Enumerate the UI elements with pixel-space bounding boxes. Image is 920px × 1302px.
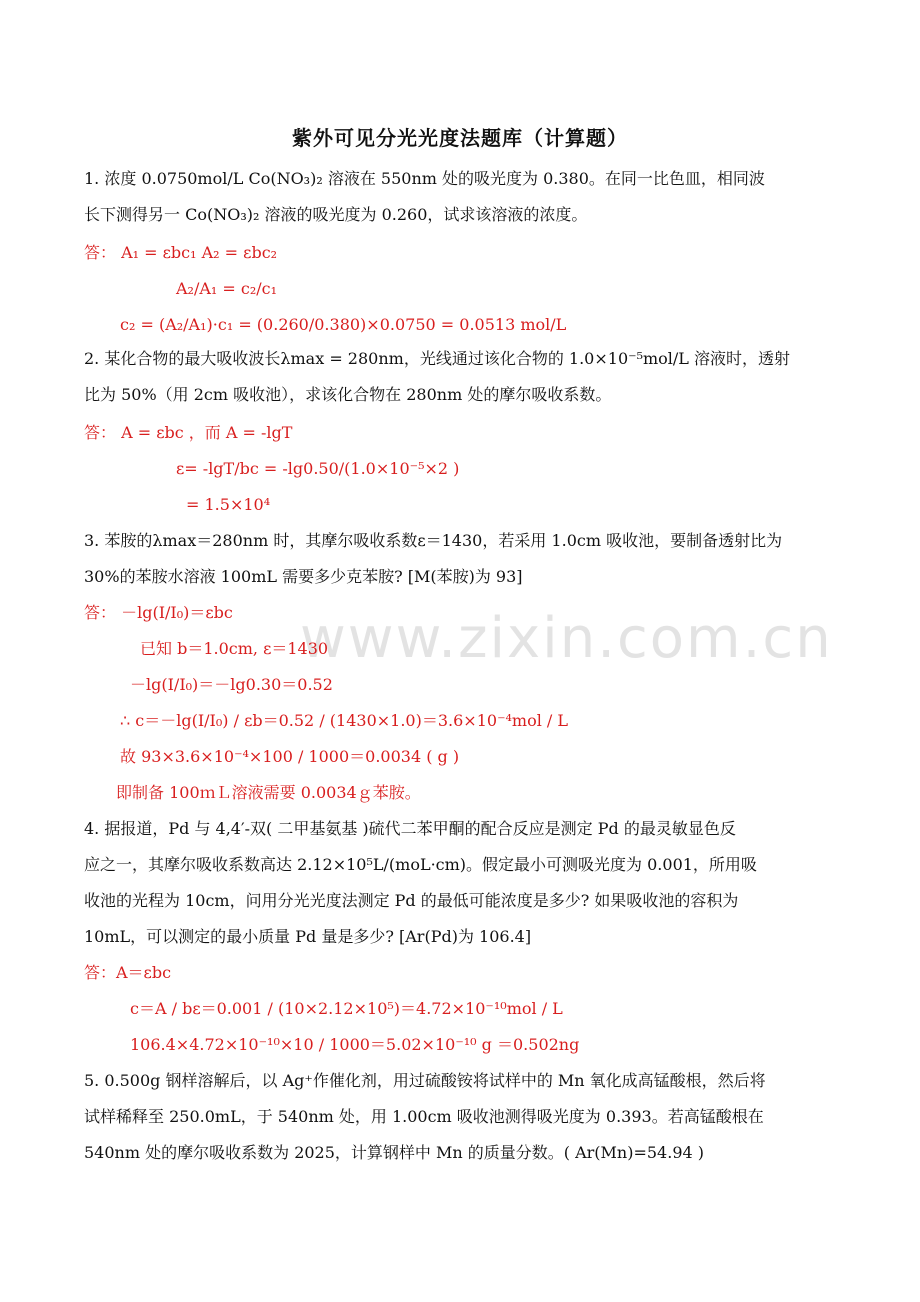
- answer-3-line-4: ∴ c＝－lg(I/I₀) / εb＝0.52 / (1430×1.0)＝3.6×10⁻⁴mol / L: [120, 711, 569, 730]
- answer-3-line-6: 即制备 100ｍＬ溶液需要 0.0034ｇ苯胺。: [116, 783, 421, 802]
- answer-1-line-1: 答： A₁ = εbc₁ A₂ = εbc₂: [84, 243, 278, 262]
- problem-3-line-1: 3. 苯胺的λmax＝280nm 时，其摩尔吸收系数ε＝1430，若采用 1.0cm 吸收池，要制备透射比为: [84, 531, 783, 550]
- problem-1-line-1: 1. 浓度 0.0750mol/L Co(NO₃)₂ 溶液在 550nm 处的吸光度为 0.380。在同一比色皿，相同波: [84, 169, 765, 188]
- problem-5-line-2: 试样稀释至 250.0mL，于 540nm 处，用 1.00cm 吸收池测得吸光度为 0.393。若高锰酸根在: [84, 1107, 764, 1126]
- problem-4-line-3: 收池的光程为 10cm，问用分光光度法测定 Pd 的最低可能浓度是多少? 如果吸收池的容积为: [84, 891, 739, 910]
- answer-2-line-1: 答： A = εbc ，而 A = -lgT: [84, 423, 293, 442]
- answer-1-line-3: c₂ = (A₂/A₁)·c₁ = (0.260/0.380)×0.0750 = 0.0513 mol/L: [120, 315, 567, 334]
- answer-3-line-2: 已知 b＝1.0cm, ε＝1430: [140, 639, 329, 658]
- page-title: 紫外可见分光光度法题库（计算题）: [292, 126, 628, 150]
- problem-2-line-1: 2. 某化合物的最大吸收波长λmax = 280nm，光线通过该化合物的 1.0×10⁻⁵mol/L 溶液时，透射: [84, 349, 791, 368]
- watermark: www.zixin.com.cn: [300, 606, 833, 671]
- answer-1-line-2: A₂/A₁ = c₂/c₁: [176, 279, 278, 298]
- problem-2-line-2: 比为 50%（用 2cm 吸收池），求该化合物在 280nm 处的摩尔吸收系数。: [84, 385, 612, 404]
- problem-1-line-2: 长下测得另一 Co(NO₃)₂ 溶液的吸光度为 0.260，试求该溶液的浓度。: [84, 205, 588, 224]
- problem-3-line-2: 30%的苯胺水溶液 100mL 需要多少克苯胺? [M(苯胺)为 93]: [84, 567, 523, 586]
- answer-3-line-5: 故 93×3.6×10⁻⁴×100 / 1000＝0.0034 ( g ): [120, 747, 460, 766]
- answer-2-line-2: ε= -lgT/bc = -lg0.50/(1.0×10⁻⁵×2 ): [176, 459, 460, 478]
- answer-4-line-3: 106.4×4.72×10⁻¹⁰×10 / 1000＝5.02×10⁻¹⁰ g ＝0.502ng: [130, 1035, 580, 1054]
- problem-5-line-1: 5. 0.500g 钢样溶解后，以 Ag⁺作催化剂，用过硫酸铵将试样中的 Mn 氧化成高锰酸根，然后将: [84, 1071, 766, 1090]
- problem-4-line-4: 10mL，可以测定的最小质量 Pd 量是多少? [Ar(Pd)为 106.4]: [84, 927, 532, 946]
- problem-4-line-1: 4. 据报道，Pd 与 4,4′-双( 二甲基氨基 )硫代二苯甲酮的配合反应是测定 Pd 的最灵敏显色反: [84, 819, 736, 838]
- answer-3-line-3: －lg(I/I₀)＝－lg0.30＝0.52: [130, 675, 333, 694]
- answer-3-line-1: 答： －lg(I/I₀)＝εbc: [84, 603, 233, 622]
- answer-2-line-3: = 1.5×10⁴: [186, 495, 271, 514]
- problem-4-line-2: 应之一，其摩尔吸收系数高达 2.12×10⁵L/(moL·cm)。假定最小可测吸光度为 0.001，所用吸: [84, 855, 757, 874]
- problem-5-line-3: 540nm 处的摩尔吸收系数为 2025，计算钢样中 Mn 的质量分数。( Ar(Mn)=54.94 ): [84, 1143, 705, 1162]
- answer-4-line-1: 答：A＝εbc: [84, 963, 172, 982]
- answer-4-line-2: c＝A / bε＝0.001 / (10×2.12×10⁵)＝4.72×10⁻¹⁰mol / L: [130, 999, 563, 1018]
